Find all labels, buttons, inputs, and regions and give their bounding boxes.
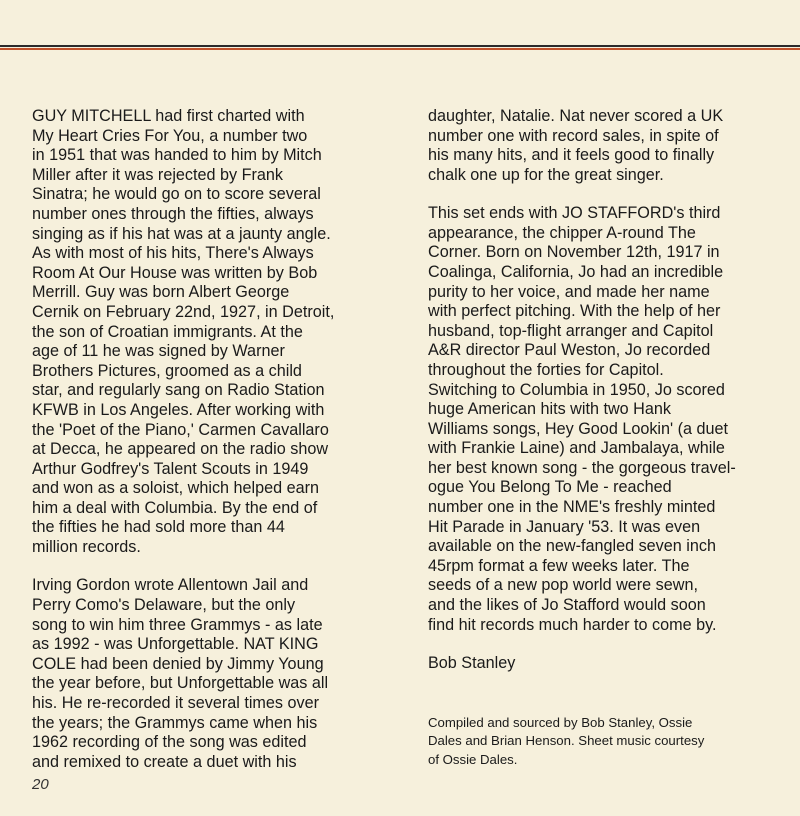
text-line: A&R director Paul Weston, Jo recorded	[428, 341, 711, 360]
text-line: daughter, Natalie. Nat never scored a UK	[428, 107, 724, 125]
text-line: This set ends with JO STAFFORD's third	[428, 204, 721, 223]
text-line: number one with record sales, in spite of	[428, 126, 719, 145]
text-line: him a deal with Columbia. By the end of	[32, 498, 318, 517]
right-column	[428, 107, 776, 674]
text-line: at Decca, he appeared on the radio show	[32, 440, 329, 459]
text-line: chalk one up for the great singer.	[428, 165, 664, 184]
text-line: and won as a soloist, which helped earn	[32, 479, 320, 498]
text-line: Dales and Brian Henson. Sheet music courtesy	[428, 733, 705, 749]
text-line: Hit Parade in January '53. It was even	[428, 517, 701, 536]
page-number: 20	[32, 776, 49, 793]
text-line: Compiled and sourced by Bob Stanley, Ossie	[428, 715, 693, 730]
text-line: 45rpm format a few weeks later. The	[428, 556, 690, 575]
text-line: appearance, the chipper A-round The	[428, 223, 696, 242]
text-line: the year before, but Unforgettable was all	[32, 674, 329, 693]
text-line: Coalinga, California, Jo had an incredible	[428, 262, 724, 281]
text-line: of Ossie Dales.	[428, 751, 518, 767]
text-line: her best known song - the gorgeous travel-	[428, 458, 736, 477]
text-line: his. He re-recorded it several times over	[32, 694, 319, 713]
text-line: ogue You Belong To Me - reached	[428, 478, 672, 497]
text-line: number ones through the fifties, always	[32, 204, 314, 223]
text-line: Brothers Pictures, groomed as a child	[32, 361, 302, 380]
paragraph-natalie	[428, 107, 776, 185]
text-line: available on the new-fangled seven inch	[428, 537, 716, 556]
text-line: Switching to Columbia in 1950, Jo scored	[428, 380, 725, 399]
text-line: Arthur Godfrey's Talent Scouts in 1949	[32, 459, 309, 478]
text-line: as 1992 - was Unforgettable. NAT KING	[32, 635, 319, 654]
text-line: the son of Croatian immigrants. At the	[32, 322, 303, 341]
header-rule-accent	[0, 48, 800, 50]
text-line: Williams songs, Hey Good Lookin' (a duet	[428, 419, 728, 438]
text-line: As with most of his hits, There's Always	[32, 244, 314, 263]
text-line: Irving Gordon wrote Allentown Jail and	[32, 576, 309, 595]
author-signature: Bob Stanley	[428, 654, 516, 673]
text-line: song to win him three Grammys - as late	[32, 615, 323, 634]
text-line: age of 11 he was signed by Warner	[32, 342, 285, 361]
text-line: purity to her voice, and made her name	[428, 282, 710, 301]
paragraph-nat-king-cole	[32, 576, 380, 772]
text-line: COLE had been denied by Jimmy Young	[32, 654, 324, 673]
text-line: and the likes of Jo Stafford would soon	[428, 596, 706, 615]
header-rule-dark	[0, 45, 800, 47]
text-line: his many hits, and it feels good to finally	[428, 146, 715, 165]
text-line: KFWB in Los Angeles. After working with	[32, 400, 325, 419]
text-line: the years; the Grammys came when his	[32, 713, 318, 732]
text-line: the 'Poet of the Piano,' Carmen Cavallaro	[32, 420, 329, 439]
text-line: star, and regularly sang on Radio Station	[32, 381, 325, 400]
text-line: Sinatra; he would go on to score several	[32, 185, 321, 204]
text-line: find hit records much harder to come by.	[428, 615, 717, 634]
text-line: with Frankie Laine) and Jambalaya, while	[428, 439, 725, 458]
text-line: million records.	[32, 538, 141, 557]
text-line: Room At Our House was written by Bob	[32, 263, 318, 282]
text-line: GUY MITCHELL had first charted with	[32, 107, 305, 125]
text-line: My Heart Cries For You, a number two	[32, 126, 308, 145]
paragraph-guy-mitchell	[32, 107, 380, 558]
text-line: Merrill. Guy was born Albert George	[32, 283, 290, 302]
text-line: Corner. Born on November 12th, 1917 in	[428, 243, 720, 262]
text-line: and remixed to create a duet with his	[32, 752, 297, 771]
text-line: singing as if his hat was at a jaunty angle.	[32, 224, 331, 243]
text-line: Perry Como's Delaware, but the only	[32, 596, 296, 615]
text-line: throughout the forties for Capitol.	[428, 360, 664, 379]
text-line: 1962 recording of the song was edited	[32, 733, 307, 752]
text-line: number one in the NME's freshly minted	[428, 498, 716, 517]
paragraph-jo-stafford	[428, 204, 776, 635]
text-line: with perfect pitching. With the help of her	[428, 302, 721, 321]
text-line: in 1951 that was handed to him by Mitch	[32, 146, 322, 165]
text-line: huge American hits with two Hank	[428, 400, 671, 419]
text-line: seeds of a new pop world were sewn,	[428, 576, 698, 595]
left-column	[32, 107, 380, 791]
text-line: Cernik on February 22nd, 1927, in Detroit,	[32, 302, 335, 321]
credits-block	[428, 714, 768, 769]
text-line: the fifties he had sold more than 44	[32, 518, 285, 537]
text-line: Miller after it was rejected by Frank	[32, 165, 283, 184]
text-line: husband, top-flight arranger and Capitol	[428, 321, 714, 340]
